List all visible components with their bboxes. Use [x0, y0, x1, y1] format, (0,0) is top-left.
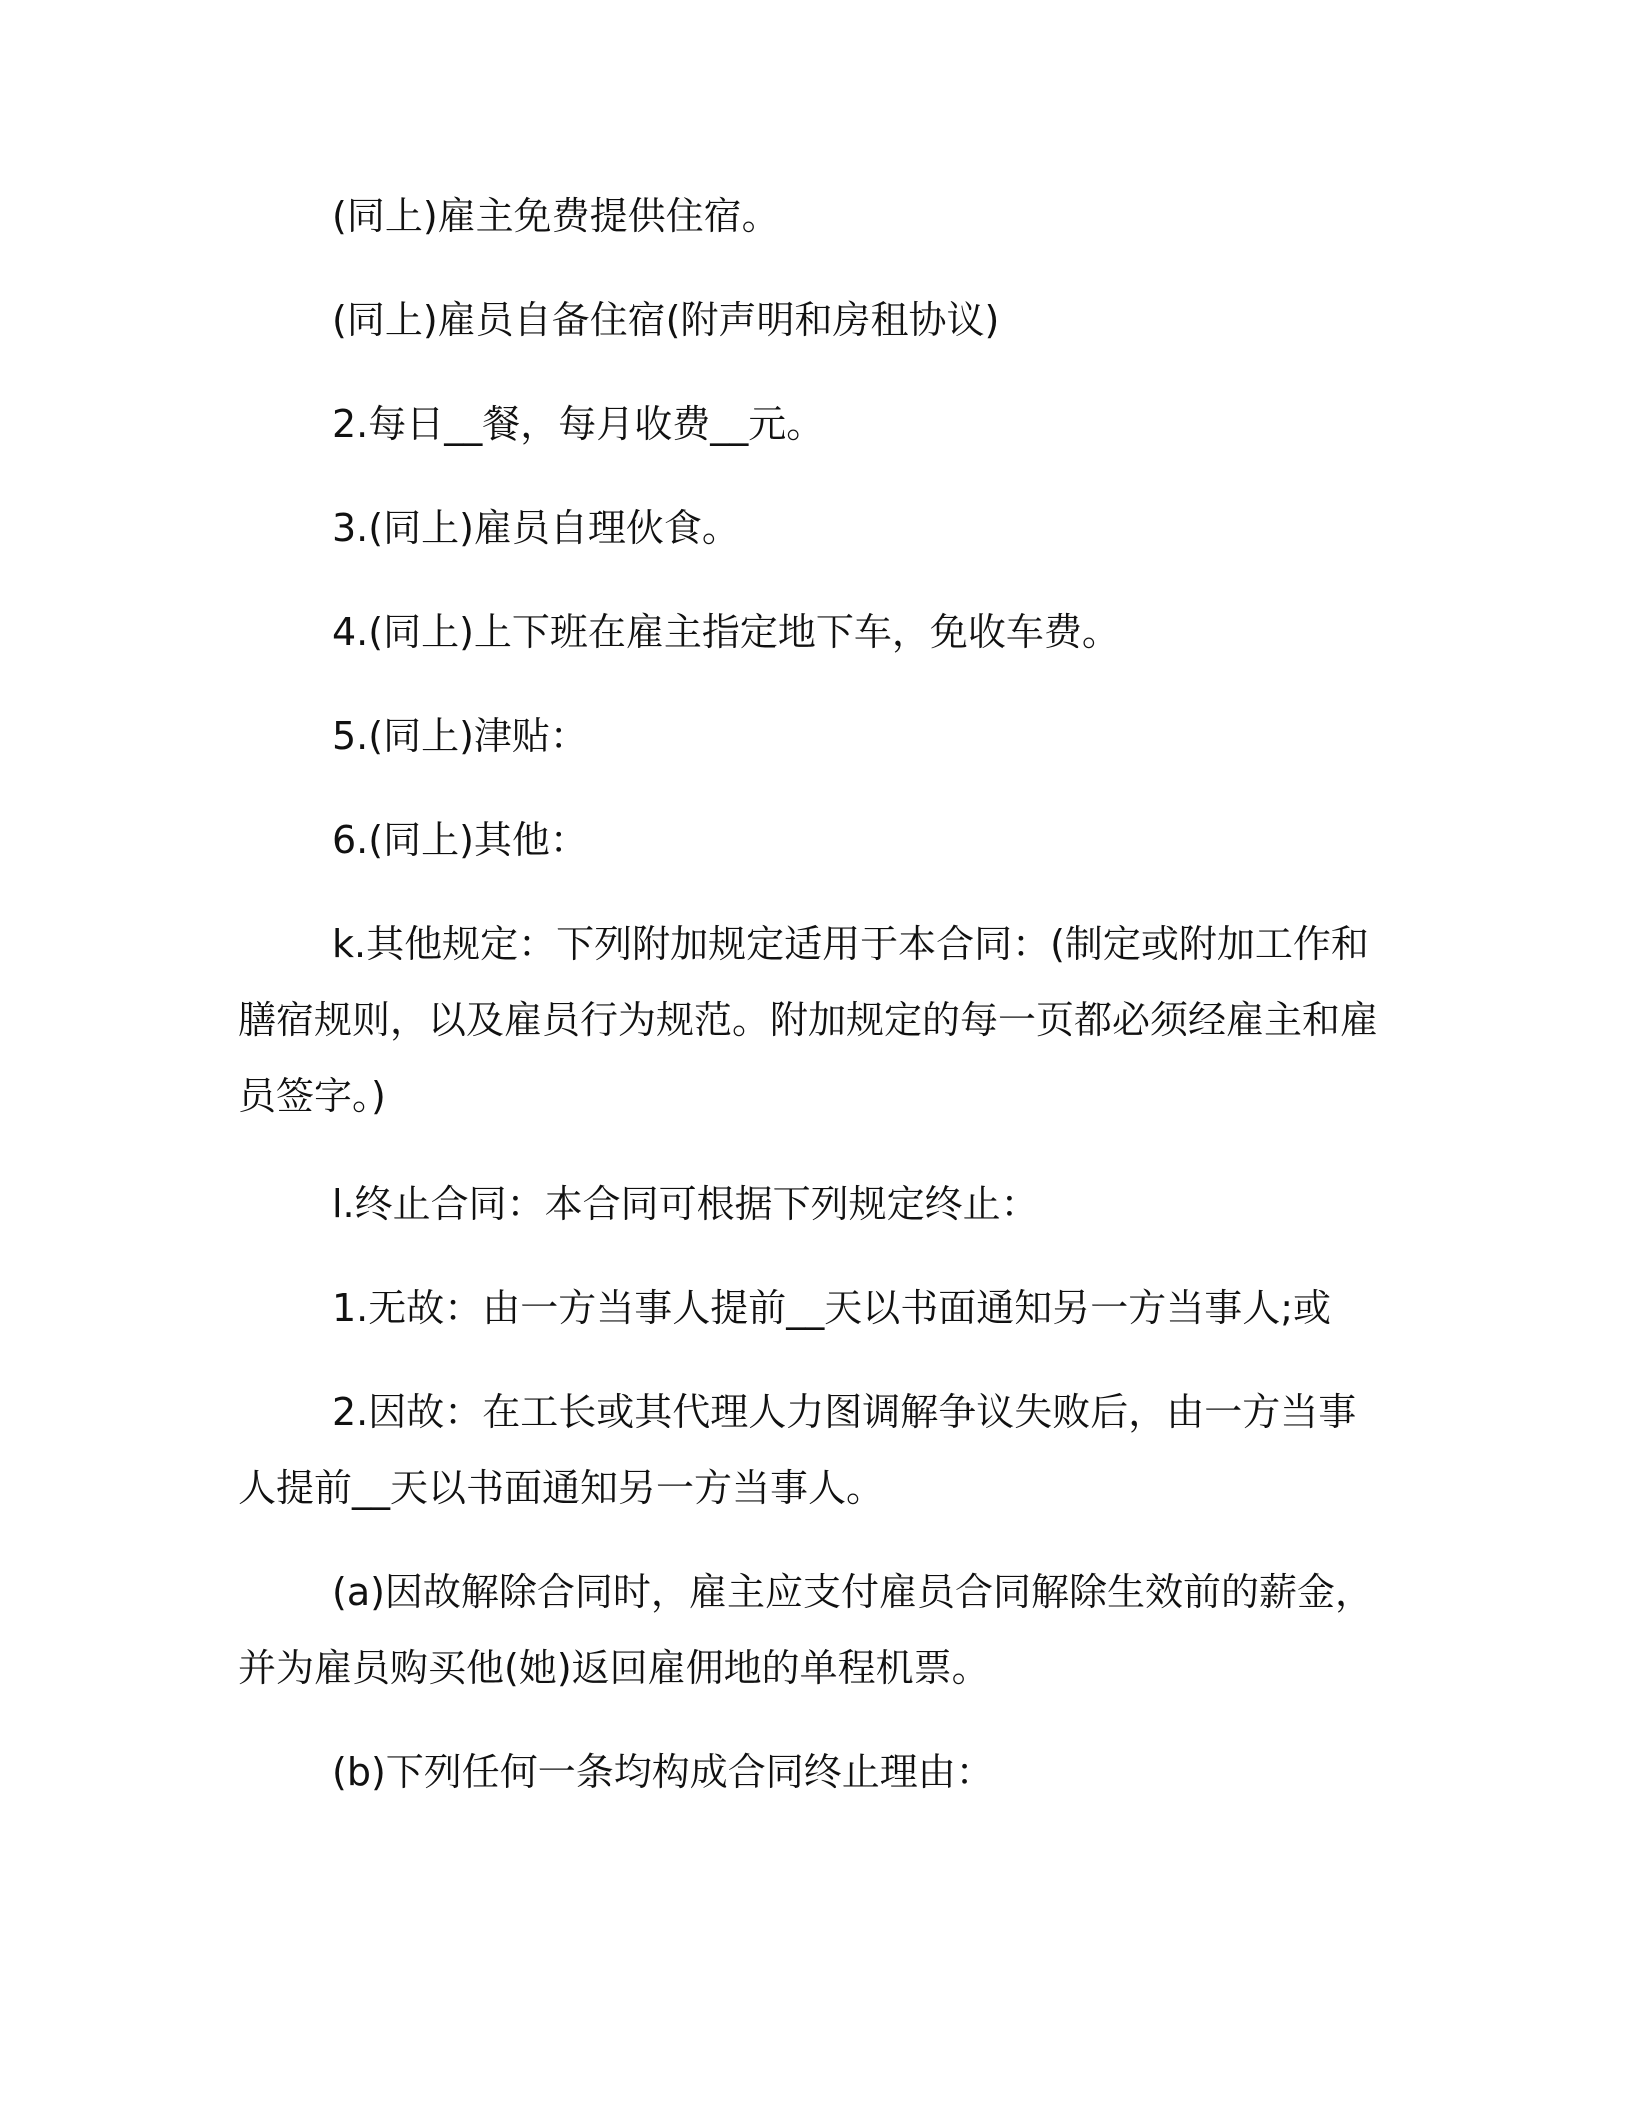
- paragraph-allowance: 5.(同上)津贴：: [332, 714, 588, 758]
- paragraph-accommodation-free: (同上)雇主免费提供住宿。: [332, 194, 780, 238]
- paragraph-termination-payment: (a)因故解除合同时，雇主应支付雇员合同解除生效前的薪金，并为雇员购买他(她)返回雇佣地的单程机票。: [238, 1570, 1373, 1690]
- paragraph-termination-without-cause: 1.无故：由一方当事人提前__天以书面通知另一方当事人;或: [332, 1286, 1332, 1330]
- paragraph-termination-with-cause: 2.因故：在工长或其代理人力图调解争议失败后，由一方当事人提前__天以书面通知另一方当事人。: [238, 1390, 1357, 1510]
- paragraph-other-provisions: k.其他规定：下列附加规定适用于本合同：(制定或附加工作和膳宿规则，以及雇员行为规范。附加规定的每一页都必须经雇主和雇员签字。): [238, 922, 1379, 1118]
- paragraph-termination: l.终止合同：本合同可根据下列规定终止：: [332, 1182, 1039, 1226]
- paragraph-other: 6.(同上)其他：: [332, 818, 588, 862]
- paragraph-accommodation-self: (同上)雇员自备住宿(附声明和房租协议): [332, 298, 1000, 342]
- paragraph-transport: 4.(同上)上下班在雇主指定地下车，免收车费。: [332, 610, 1120, 654]
- paragraph-meals-fee: 2.每日__餐，每月收费__元。: [332, 402, 825, 446]
- paragraph-termination-reasons: (b)下列任何一条均构成合同终止理由：: [332, 1750, 994, 1794]
- paragraph-self-catering: 3.(同上)雇员自理伙食。: [332, 506, 740, 550]
